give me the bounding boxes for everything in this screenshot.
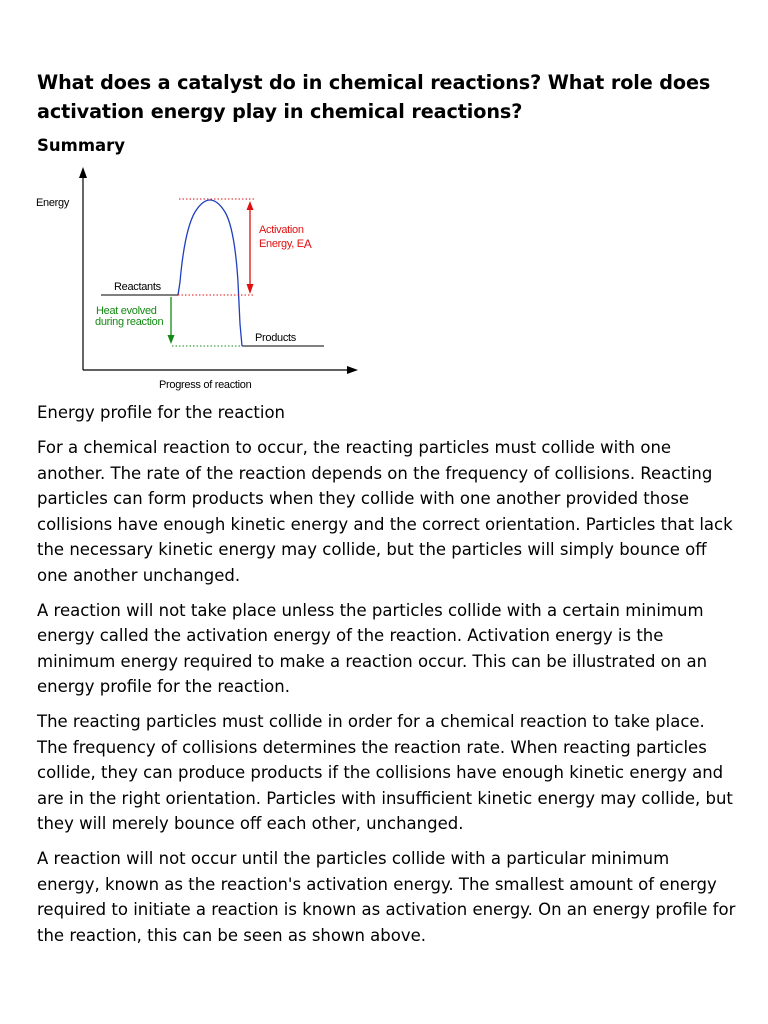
activation-label-line2 — [259, 238, 312, 250]
x-axis-label: Progress of reaction — [159, 379, 252, 391]
figure-caption: Energy profile for the reaction — [37, 403, 285, 422]
activation-label-line1: Activation — [259, 224, 304, 236]
y-axis-arrowhead — [79, 167, 87, 178]
energy-profile-svg — [33, 164, 373, 400]
heat-label-line2: during reaction — [95, 316, 164, 328]
activation-arrow-bottom-head — [247, 284, 254, 294]
body-paragraph: A reaction will not take place unless the particles collide with a certain minimum energy called the activation energy of the reaction. Activation energy is the minimum energy required to make a reaction occur. This can be illustrated on an energy profile for the reaction. — [37, 600, 708, 697]
activation-arrow-top-head — [247, 201, 254, 210]
y-axis-label: Energy — [36, 197, 70, 209]
energy-profile-diagram — [33, 164, 373, 400]
activation-label-subscript: A — [303, 237, 312, 251]
body-paragraph: For a chemical reaction to occur, the reacting particles must collide with one another. The rate of the reaction depends on the frequency of collisions. Reacting particles can form products when they collide with one another provided those collisions have enough kinetic energy and the correct orientation. Particles that lack the necessary kinetic energy may collide, but the particles will simply bounce off one another unchanged. — [37, 438, 733, 585]
x-axis-arrowhead — [347, 366, 358, 374]
heat-arrow-head — [168, 335, 175, 344]
energy-curve — [178, 200, 242, 346]
section-heading: Summary — [37, 136, 126, 155]
body-paragraph: The reacting particles must collide in order for a chemical reaction to take place. The frequency of collisions determines the reaction rate. When reacting particles collide, they can produce products if the collisions have enough kinetic energy and are in the right orientation. Particles with insufficient kinetic energy may collide, but they will merely bounce off each other, unchanged. — [37, 711, 733, 834]
reactants-label: Reactants — [114, 281, 161, 293]
products-label: Products — [255, 332, 297, 344]
document-page — [37, 68, 737, 948]
document-title: What does a catalyst do in chemical reactions? What role does activation energy play in chemical reactions? — [37, 71, 711, 123]
activation-label-text: Energy, E — [259, 238, 304, 250]
heat-label-line1: Heat evolved — [96, 305, 157, 317]
body-paragraph: A reaction will not occur until the particles collide with a particular minimum energy, known as the reaction's activation energy. The smallest amount of energy required to initiate a reaction is known as activation energy. On an energy profile for the reaction, this can be seen as shown above. — [37, 848, 736, 945]
